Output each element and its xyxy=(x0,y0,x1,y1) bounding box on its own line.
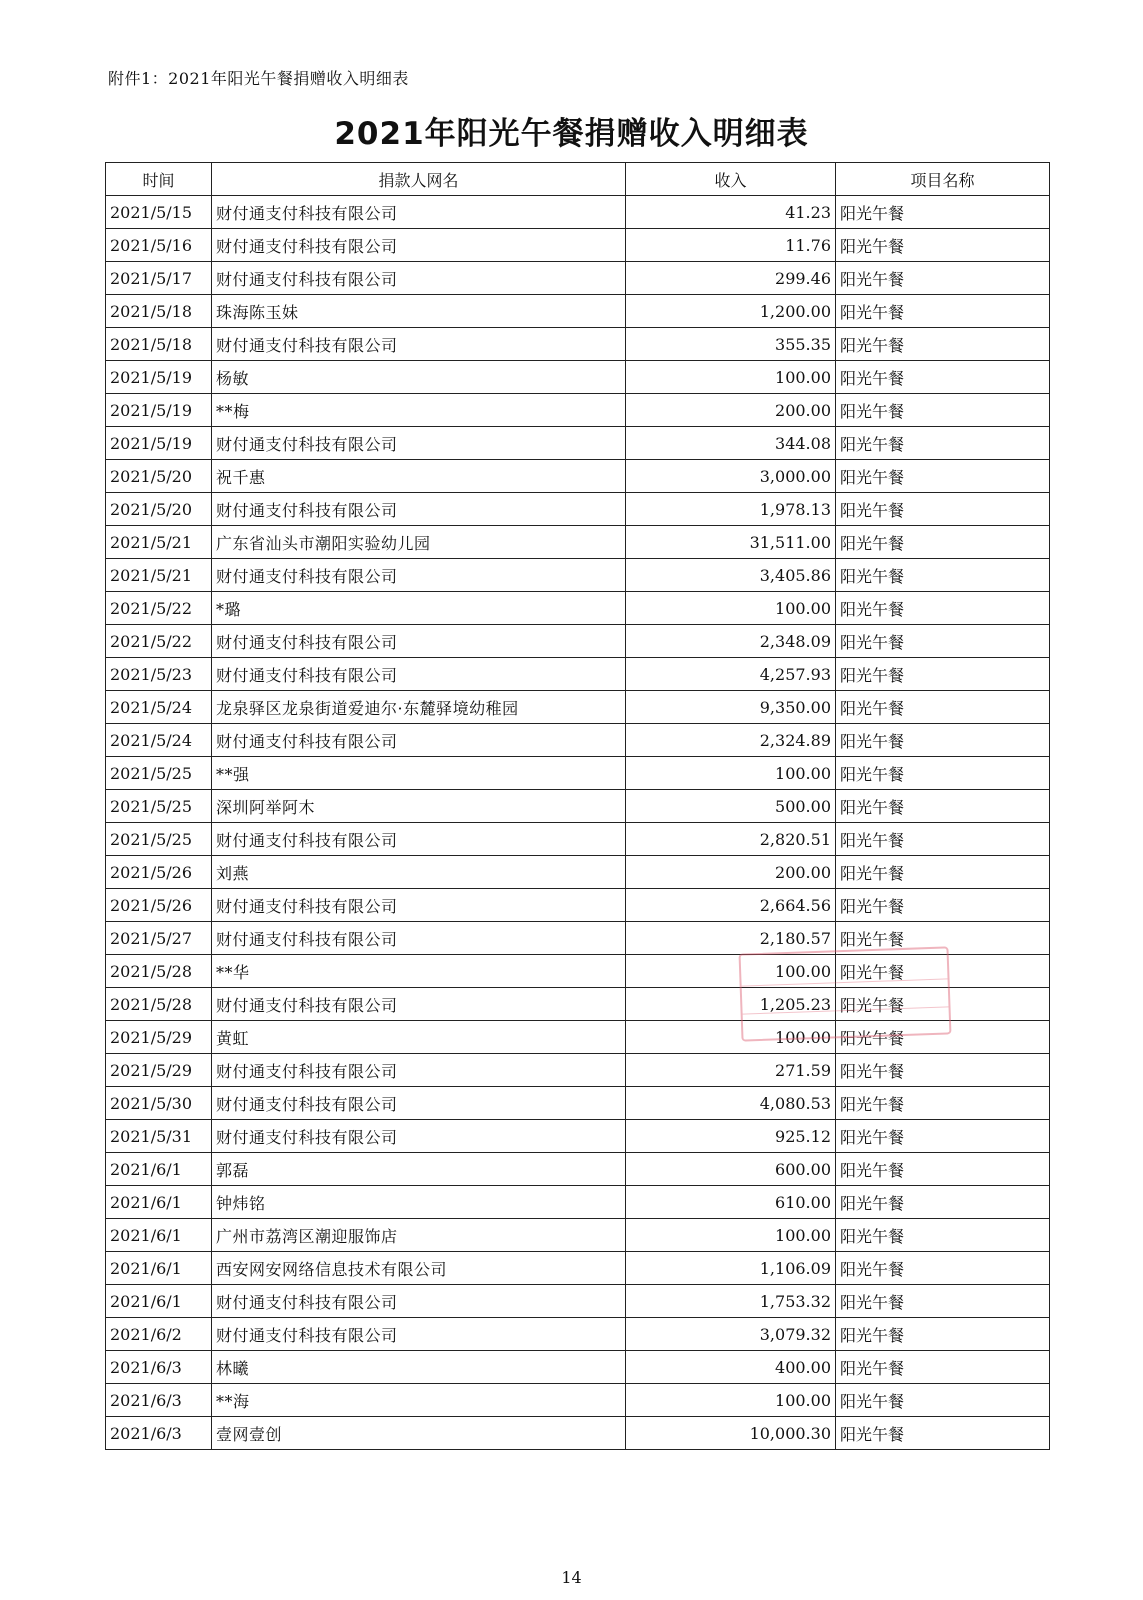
table-row xyxy=(106,955,1050,988)
cell-donor: 财付通支付科技有限公司 xyxy=(212,493,626,526)
table-row xyxy=(106,922,1050,955)
table-row xyxy=(106,1120,1050,1153)
cell-amount: 3,079.32 xyxy=(626,1318,836,1351)
table-row xyxy=(106,1285,1050,1318)
cell-date: 2021/6/1 xyxy=(106,1252,212,1285)
cell-donor: **海 xyxy=(212,1384,626,1417)
cell-donor: 杨敏 xyxy=(212,361,626,394)
cell-project: 阳光午餐 xyxy=(836,1318,1050,1351)
cell-project: 阳光午餐 xyxy=(836,196,1050,229)
table-row xyxy=(106,988,1050,1021)
cell-date: 2021/6/3 xyxy=(106,1417,212,1450)
cell-amount: 100.00 xyxy=(626,757,836,790)
cell-amount: 200.00 xyxy=(626,856,836,889)
cell-amount: 100.00 xyxy=(626,955,836,988)
cell-date: 2021/6/1 xyxy=(106,1153,212,1186)
cell-amount: 3,000.00 xyxy=(626,460,836,493)
cell-project: 阳光午餐 xyxy=(836,295,1050,328)
cell-date: 2021/5/21 xyxy=(106,559,212,592)
cell-donor: 财付通支付科技有限公司 xyxy=(212,1318,626,1351)
table-row xyxy=(106,361,1050,394)
cell-date: 2021/5/20 xyxy=(106,493,212,526)
cell-amount: 1,200.00 xyxy=(626,295,836,328)
cell-donor: 财付通支付科技有限公司 xyxy=(212,262,626,295)
cell-project: 阳光午餐 xyxy=(836,1285,1050,1318)
cell-date: 2021/5/18 xyxy=(106,295,212,328)
cell-amount: 100.00 xyxy=(626,1384,836,1417)
cell-date: 2021/5/28 xyxy=(106,988,212,1021)
cell-project: 阳光午餐 xyxy=(836,229,1050,262)
cell-amount: 271.59 xyxy=(626,1054,836,1087)
cell-amount: 1,978.13 xyxy=(626,493,836,526)
table-row xyxy=(106,724,1050,757)
cell-donor: 西安网安网络信息技术有限公司 xyxy=(212,1252,626,1285)
cell-amount: 100.00 xyxy=(626,1219,836,1252)
cell-date: 2021/5/30 xyxy=(106,1087,212,1120)
table-row xyxy=(106,1252,1050,1285)
cell-project: 阳光午餐 xyxy=(836,691,1050,724)
cell-date: 2021/5/20 xyxy=(106,460,212,493)
cell-donor: *璐 xyxy=(212,592,626,625)
cell-amount: 1,753.32 xyxy=(626,1285,836,1318)
cell-project: 阳光午餐 xyxy=(836,658,1050,691)
cell-amount: 41.23 xyxy=(626,196,836,229)
cell-donor: 广州市荔湾区潮迎服饰店 xyxy=(212,1219,626,1252)
cell-project: 阳光午餐 xyxy=(836,1417,1050,1450)
cell-date: 2021/5/21 xyxy=(106,526,212,559)
table-row xyxy=(106,1021,1050,1054)
cell-donor: **华 xyxy=(212,955,626,988)
cell-donor: 刘燕 xyxy=(212,856,626,889)
cell-date: 2021/5/24 xyxy=(106,724,212,757)
cell-amount: 10,000.30 xyxy=(626,1417,836,1450)
cell-date: 2021/5/18 xyxy=(106,328,212,361)
cell-date: 2021/5/17 xyxy=(106,262,212,295)
page-number: 14 xyxy=(561,1568,582,1587)
cell-date: 2021/5/16 xyxy=(106,229,212,262)
table-row xyxy=(106,790,1050,823)
cell-project: 阳光午餐 xyxy=(836,856,1050,889)
table-row xyxy=(106,823,1050,856)
cell-project: 阳光午餐 xyxy=(836,922,1050,955)
cell-project: 阳光午餐 xyxy=(836,361,1050,394)
cell-project: 阳光午餐 xyxy=(836,889,1050,922)
cell-date: 2021/6/3 xyxy=(106,1351,212,1384)
table-row xyxy=(106,460,1050,493)
cell-donor: 财付通支付科技有限公司 xyxy=(212,1087,626,1120)
cell-project: 阳光午餐 xyxy=(836,526,1050,559)
cell-amount: 11.76 xyxy=(626,229,836,262)
cell-project: 阳光午餐 xyxy=(836,493,1050,526)
cell-donor: 林曦 xyxy=(212,1351,626,1384)
cell-amount: 100.00 xyxy=(626,1021,836,1054)
table-header-row xyxy=(106,163,1050,196)
cell-donor: **强 xyxy=(212,757,626,790)
cell-donor: 财付通支付科技有限公司 xyxy=(212,724,626,757)
cell-project: 阳光午餐 xyxy=(836,394,1050,427)
cell-project: 阳光午餐 xyxy=(836,1219,1050,1252)
cell-project: 阳光午餐 xyxy=(836,1384,1050,1417)
table-row xyxy=(106,691,1050,724)
cell-date: 2021/5/22 xyxy=(106,592,212,625)
table-row xyxy=(106,262,1050,295)
table-row xyxy=(106,559,1050,592)
table-row xyxy=(106,1351,1050,1384)
cell-date: 2021/5/25 xyxy=(106,823,212,856)
cell-date: 2021/5/19 xyxy=(106,361,212,394)
table-row xyxy=(106,493,1050,526)
cell-amount: 600.00 xyxy=(626,1153,836,1186)
table-row xyxy=(106,526,1050,559)
cell-project: 阳光午餐 xyxy=(836,1351,1050,1384)
cell-amount: 3,405.86 xyxy=(626,559,836,592)
table-row xyxy=(106,1318,1050,1351)
cell-date: 2021/5/29 xyxy=(106,1021,212,1054)
cell-donor: 财付通支付科技有限公司 xyxy=(212,427,626,460)
cell-amount: 2,324.89 xyxy=(626,724,836,757)
cell-donor: 深圳阿举阿木 xyxy=(212,790,626,823)
cell-donor: 财付通支付科技有限公司 xyxy=(212,229,626,262)
cell-date: 2021/5/23 xyxy=(106,658,212,691)
table-row xyxy=(106,196,1050,229)
table-row xyxy=(106,889,1050,922)
cell-donor: 财付通支付科技有限公司 xyxy=(212,1285,626,1318)
cell-project: 阳光午餐 xyxy=(836,823,1050,856)
cell-donor: 壹网壹创 xyxy=(212,1417,626,1450)
cell-date: 2021/5/31 xyxy=(106,1120,212,1153)
cell-donor: 龙泉驿区龙泉街道爱迪尔·东麓驿境幼稚园 xyxy=(212,691,626,724)
cell-donor: **梅 xyxy=(212,394,626,427)
cell-date: 2021/5/22 xyxy=(106,625,212,658)
cell-project: 阳光午餐 xyxy=(836,757,1050,790)
cell-amount: 344.08 xyxy=(626,427,836,460)
header-date: 时间 xyxy=(106,163,212,196)
cell-donor: 广东省汕头市潮阳实验幼儿园 xyxy=(212,526,626,559)
cell-amount: 9,350.00 xyxy=(626,691,836,724)
cell-amount: 1,106.09 xyxy=(626,1252,836,1285)
table-row xyxy=(106,295,1050,328)
cell-amount: 299.46 xyxy=(626,262,836,295)
cell-donor: 财付通支付科技有限公司 xyxy=(212,559,626,592)
cell-project: 阳光午餐 xyxy=(836,1021,1050,1054)
cell-donor: 财付通支付科技有限公司 xyxy=(212,988,626,1021)
cell-date: 2021/6/1 xyxy=(106,1285,212,1318)
header-project: 项目名称 xyxy=(836,163,1050,196)
cell-donor: 财付通支付科技有限公司 xyxy=(212,328,626,361)
table-row xyxy=(106,757,1050,790)
cell-date: 2021/6/3 xyxy=(106,1384,212,1417)
cell-date: 2021/5/27 xyxy=(106,922,212,955)
table-row xyxy=(106,427,1050,460)
cell-project: 阳光午餐 xyxy=(836,1252,1050,1285)
cell-project: 阳光午餐 xyxy=(836,262,1050,295)
cell-date: 2021/5/29 xyxy=(106,1054,212,1087)
cell-date: 2021/5/15 xyxy=(106,196,212,229)
table-row xyxy=(106,1186,1050,1219)
cell-project: 阳光午餐 xyxy=(836,460,1050,493)
cell-date: 2021/5/24 xyxy=(106,691,212,724)
cell-amount: 610.00 xyxy=(626,1186,836,1219)
cell-amount: 925.12 xyxy=(626,1120,836,1153)
cell-donor: 钟炜铭 xyxy=(212,1186,626,1219)
cell-amount: 400.00 xyxy=(626,1351,836,1384)
cell-amount: 2,348.09 xyxy=(626,625,836,658)
cell-date: 2021/5/25 xyxy=(106,757,212,790)
cell-project: 阳光午餐 xyxy=(836,559,1050,592)
cell-amount: 1,205.23 xyxy=(626,988,836,1021)
cell-date: 2021/6/2 xyxy=(106,1318,212,1351)
table-row xyxy=(106,1417,1050,1450)
cell-amount: 100.00 xyxy=(626,592,836,625)
cell-project: 阳光午餐 xyxy=(836,1186,1050,1219)
attachment-label: 附件1：2021年阳光午餐捐赠收入明细表 xyxy=(108,69,409,88)
cell-date: 2021/5/25 xyxy=(106,790,212,823)
cell-project: 阳光午餐 xyxy=(836,592,1050,625)
table-row xyxy=(106,1087,1050,1120)
cell-date: 2021/6/1 xyxy=(106,1219,212,1252)
cell-project: 阳光午餐 xyxy=(836,1087,1050,1120)
cell-donor: 郭磊 xyxy=(212,1153,626,1186)
table-row xyxy=(106,229,1050,262)
cell-donor: 财付通支付科技有限公司 xyxy=(212,823,626,856)
cell-project: 阳光午餐 xyxy=(836,1120,1050,1153)
cell-amount: 2,820.51 xyxy=(626,823,836,856)
cell-donor: 珠海陈玉妹 xyxy=(212,295,626,328)
table-row xyxy=(106,1219,1050,1252)
table-row xyxy=(106,394,1050,427)
table-row xyxy=(106,625,1050,658)
table-row xyxy=(106,328,1050,361)
table-row xyxy=(106,1384,1050,1417)
cell-donor: 财付通支付科技有限公司 xyxy=(212,1120,626,1153)
cell-project: 阳光午餐 xyxy=(836,1054,1050,1087)
cell-amount: 100.00 xyxy=(626,361,836,394)
cell-donor: 祝千惠 xyxy=(212,460,626,493)
document-title: 2021年阳光午餐捐赠收入明细表 xyxy=(334,116,809,152)
cell-date: 2021/5/28 xyxy=(106,955,212,988)
cell-amount: 4,080.53 xyxy=(626,1087,836,1120)
cell-project: 阳光午餐 xyxy=(836,625,1050,658)
cell-donor: 财付通支付科技有限公司 xyxy=(212,1054,626,1087)
cell-amount: 31,511.00 xyxy=(626,526,836,559)
table-row xyxy=(106,592,1050,625)
cell-donor: 财付通支付科技有限公司 xyxy=(212,196,626,229)
cell-amount: 4,257.93 xyxy=(626,658,836,691)
cell-project: 阳光午餐 xyxy=(836,955,1050,988)
cell-amount: 200.00 xyxy=(626,394,836,427)
cell-amount: 500.00 xyxy=(626,790,836,823)
cell-donor: 财付通支付科技有限公司 xyxy=(212,625,626,658)
cell-amount: 2,664.56 xyxy=(626,889,836,922)
cell-donor: 黄虹 xyxy=(212,1021,626,1054)
cell-donor: 财付通支付科技有限公司 xyxy=(212,658,626,691)
cell-donor: 财付通支付科技有限公司 xyxy=(212,922,626,955)
table-row xyxy=(106,1054,1050,1087)
cell-project: 阳光午餐 xyxy=(836,988,1050,1021)
table-row xyxy=(106,658,1050,691)
cell-project: 阳光午餐 xyxy=(836,1153,1050,1186)
cell-date: 2021/5/19 xyxy=(106,427,212,460)
cell-amount: 355.35 xyxy=(626,328,836,361)
header-amount: 收入 xyxy=(626,163,836,196)
cell-project: 阳光午餐 xyxy=(836,427,1050,460)
cell-date: 2021/5/26 xyxy=(106,856,212,889)
cell-date: 2021/5/26 xyxy=(106,889,212,922)
table-row xyxy=(106,1153,1050,1186)
donation-table xyxy=(105,162,1050,1450)
cell-project: 阳光午餐 xyxy=(836,328,1050,361)
cell-date: 2021/5/19 xyxy=(106,394,212,427)
table-row xyxy=(106,856,1050,889)
header-donor: 捐款人网名 xyxy=(212,163,626,196)
cell-project: 阳光午餐 xyxy=(836,724,1050,757)
cell-project: 阳光午餐 xyxy=(836,790,1050,823)
cell-donor: 财付通支付科技有限公司 xyxy=(212,889,626,922)
cell-amount: 2,180.57 xyxy=(626,922,836,955)
cell-date: 2021/6/1 xyxy=(106,1186,212,1219)
